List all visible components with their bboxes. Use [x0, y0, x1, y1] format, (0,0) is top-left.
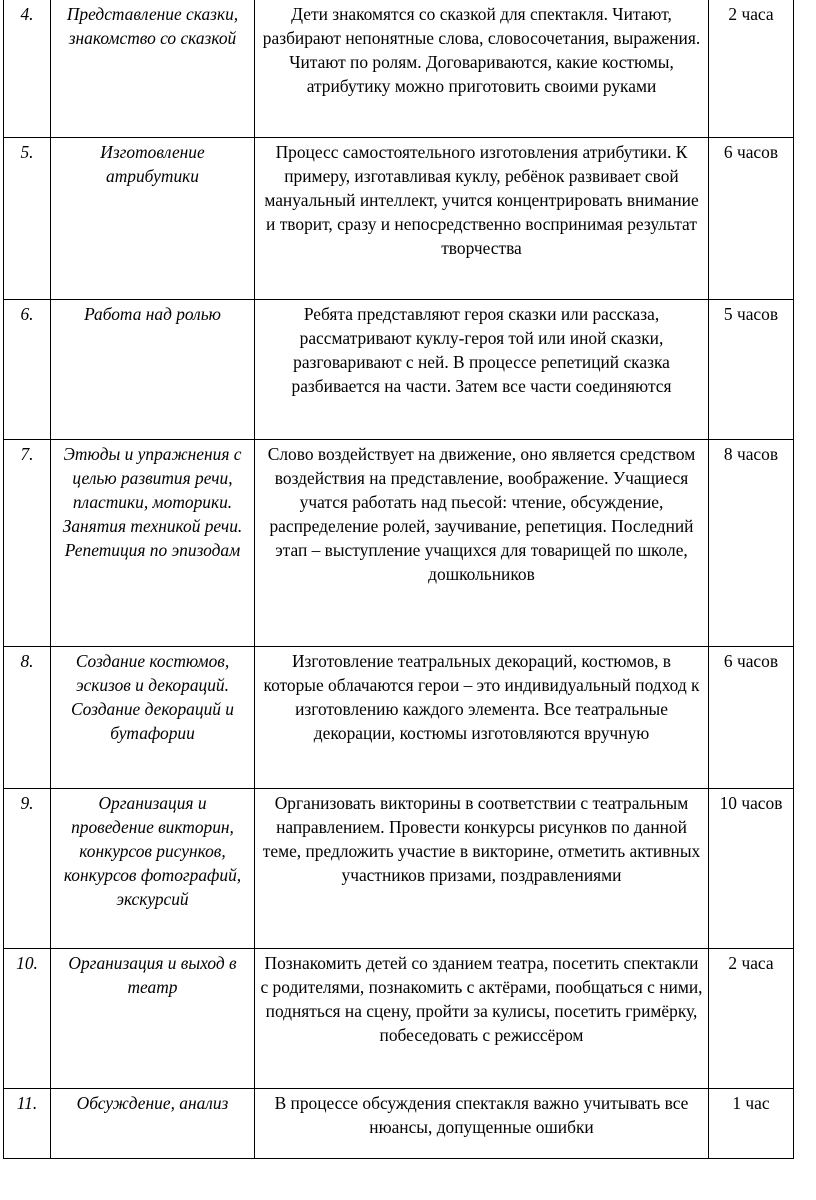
table-row: [4, 788, 794, 948]
hours-value: 2 часа: [709, 0, 794, 137]
topic-title: Организация и выход в театр: [51, 948, 255, 1088]
topic-description: Процесс самостоятельного изготовления атрибутики. К примеру, изготавливая куклу, ребёнок развивает свой мануальный интеллект, учится концентрировать внимание и творит, сразу и непосредственно воспринимая результат творчества: [255, 137, 709, 299]
hours-value: 1 час: [709, 1088, 794, 1158]
topic-title: Этюды и упражнения с целью развития речи, пластики, моторики. Занятия техникой речи. Репетиция по эпизодам: [51, 439, 255, 646]
row-number: 10.: [4, 948, 51, 1088]
topic-description: Изготовление театральных декораций, костюмов, в которые облачаются герои – это индивидуальный подход к изготовлению каждого элемента. Все театральные декорации, костюмы изготовляются вручную: [255, 646, 709, 788]
topic-title: Изготовление атрибутики: [51, 137, 255, 299]
row-number: 8.: [4, 646, 51, 788]
topic-description: Организовать викторины в соответствии с театральным направлением. Провести конкурсы рисунков по данной теме, предложить участие в викторине, отметить активных участников призами, поздравлениями: [255, 788, 709, 948]
row-number: 4.: [4, 0, 51, 137]
topic-title: Представление сказки, знакомство со сказкой: [51, 0, 255, 137]
hours-value: 6 часов: [709, 646, 794, 788]
hours-value: 2 часа: [709, 948, 794, 1088]
row-number: 11.: [4, 1088, 51, 1158]
table-row: [4, 439, 794, 646]
row-number: 7.: [4, 439, 51, 646]
topic-description: Ребята представляют героя сказки или рассказа, рассматривают куклу-героя той или иной сказки, разговаривают с ней. В процессе репетиций сказка разбивается на части. Затем все части соединяются: [255, 299, 709, 439]
table-row: [4, 646, 794, 788]
topic-title: Работа над ролью: [51, 299, 255, 439]
topic-description: Познакомить детей со зданием театра, посетить спектакли с родителями, познакомить с актёрами, пообщаться с ними, подняться на сцену, пройти за кулисы, посетить гримёрку, побеседовать с режиссёром: [255, 948, 709, 1088]
table-row: [4, 1088, 794, 1158]
hours-value: 6 часов: [709, 137, 794, 299]
topic-title: Создание костюмов, эскизов и декораций. Создание декораций и бутафории: [51, 646, 255, 788]
table-row: [4, 299, 794, 439]
table-row: [4, 137, 794, 299]
topic-description: В процессе обсуждения спектакля важно учитывать все нюансы, допущенные ошибки: [255, 1088, 709, 1158]
topic-description: Дети знакомятся со сказкой для спектакля. Читают, разбирают непонятные слова, словосочетания, выражения. Читают по ролям. Договариваются, какие костюмы, атрибутику можно приготовить своими руками: [255, 0, 709, 137]
row-number: 5.: [4, 137, 51, 299]
hours-value: 5 часов: [709, 299, 794, 439]
hours-value: 8 часов: [709, 439, 794, 646]
topic-title: Обсуждение, анализ: [51, 1088, 255, 1158]
table-row: [4, 0, 794, 137]
hours-value: 10 часов: [709, 788, 794, 948]
table-row: [4, 948, 794, 1088]
topic-description: Слово воздействует на движение, оно является средством воздействия на представление, воображение. Учащиеся учатся работать над пьесой: чтение, обсуждение, распределение ролей, заучивание, репетиция. Последний этап – выступление учащихся для товарищей по школе, дошкольников: [255, 439, 709, 646]
lesson-plan-table: [3, 0, 794, 1159]
row-number: 9.: [4, 788, 51, 948]
row-number: 6.: [4, 299, 51, 439]
topic-title: Организация и проведение викторин, конкурсов рисунков, конкурсов фотографий, экскурсий: [51, 788, 255, 948]
